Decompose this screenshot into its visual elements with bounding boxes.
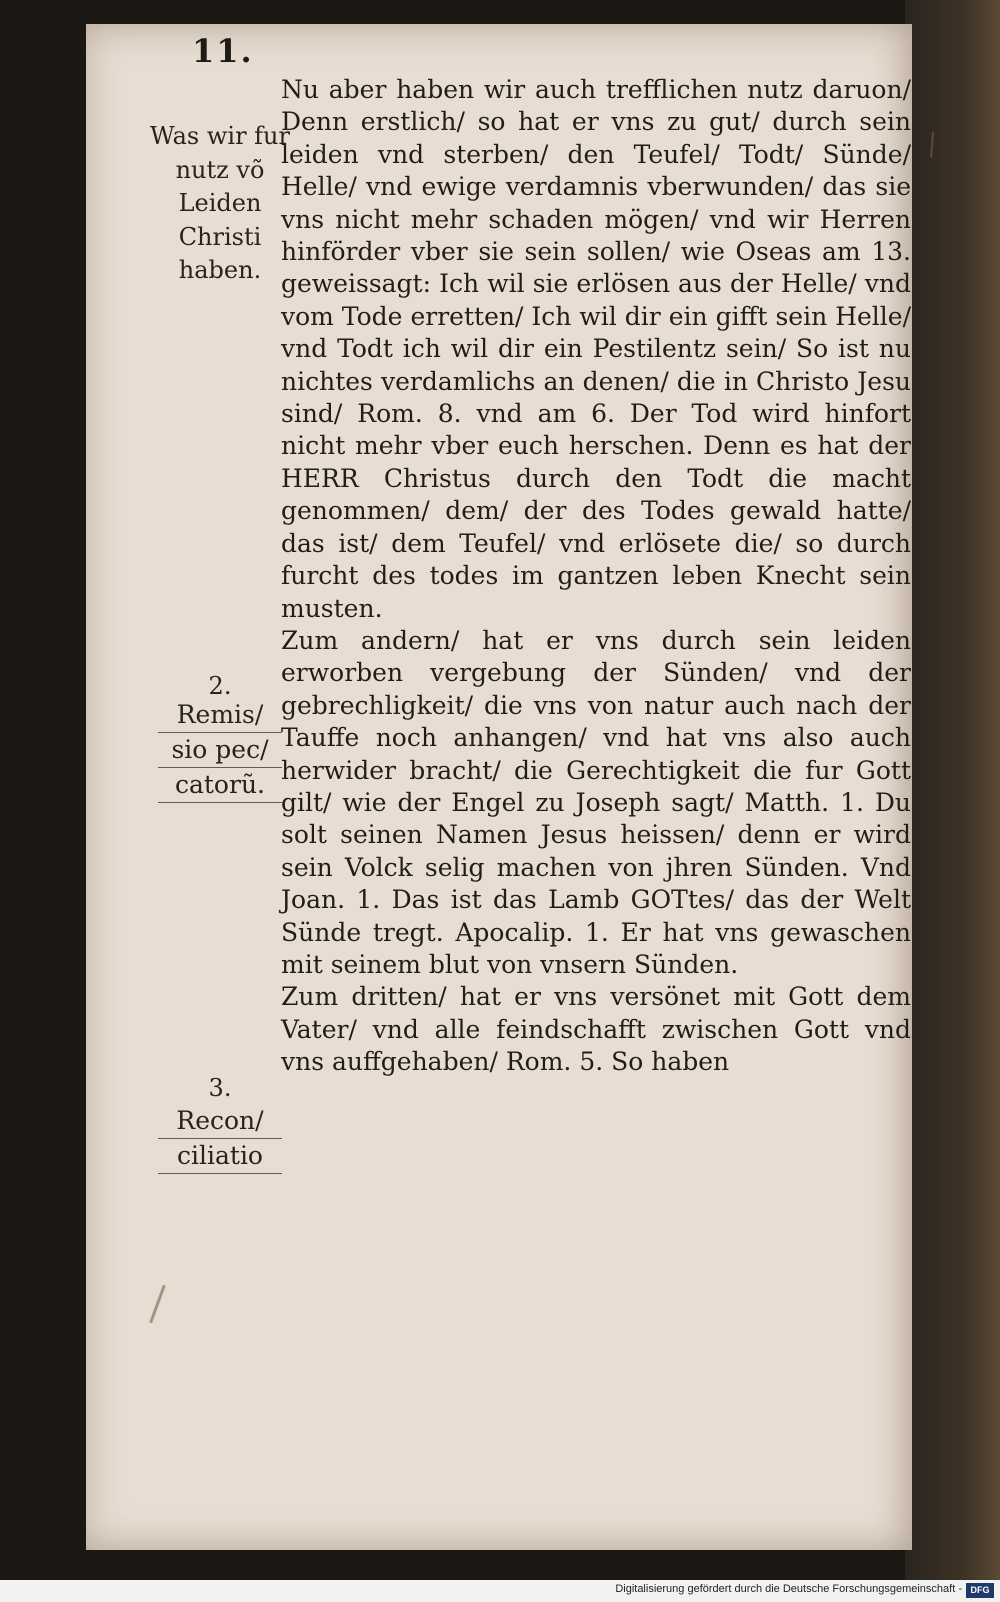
scan-background-right: [905, 0, 1000, 1580]
margin-note-2-line: catorũ.: [158, 768, 282, 803]
pen-mark: [149, 1285, 165, 1324]
paragraph-2: Zum andern/ hat er vns durch sein leiden erworben vergebung der Sünden/ vnd der gebrechligkeit/ die vns von natur auch nach der Tauffe noch anhangen/ vnd hat vns also auch herwider bracht/ die Gerechtigkeit die fur Gott gilt/ wie der Engel zu Joseph sagt/ Matth. 1. Du solt seinen Namen Jesus heissen/ denn er wird sein Volck selig machen von jhren Sünden. Vnd Joan. 1. Das ist das Lamb GOTtes/ das der Welt Sünde tregt. Apocalip. 1. Er hat vns gewaschen mit seinem blut von vnsern Sünden.: [281, 625, 911, 979]
margin-note-2-line: Remis/: [158, 698, 282, 733]
main-text-column: [281, 74, 911, 1079]
margin-note-2-line: sio pec/: [158, 733, 282, 768]
margin-note-1: Was wir fur nutz võ Leiden Christi haben.: [150, 122, 290, 284]
book-page: [86, 24, 912, 1550]
paragraph-1: Nu aber haben wir auch trefflichen nutz daruon/ Denn erstlich/ so hat er vns zu gut/ durch sein leiden vnd sterben/ den Teufel/ Todt/ Sünde/ Helle/ vnd ewige verdamnis vberwunden/ das sie vns nicht mehr schaden mögen/ vnd wir Herren hinförder vber sie sein sollen/ wie Oseas am 13. geweissagt: Ich wil sie erlösen aus der Helle/ vnd vom Tode erretten/ Ich wil dir ein gifft sein Helle/ vnd Todt ich wil dir ein Pestilentz sein/ So ist nu nichtes verdamlichs an denen/ die in Christo Jesu sind/ Rom. 8. vnd am 6. Der Tod wird hinfort nicht mehr vber euch herschen. Denn es hat der HERR Christus durch den Todt die macht genommen/ dem/ der des Todes gewald hatte/ das ist/ dem Teufel/ vnd erlösete die/ so durch furcht des todes im gantzen leben Knecht sein musten.: [281, 75, 911, 623]
page-number: 11.: [192, 32, 254, 70]
dfg-logo: DFG: [966, 1583, 994, 1598]
footer-bar: [0, 1580, 1000, 1602]
margin-note-3-line: Recon/: [158, 1104, 282, 1139]
margin-note-3-line: ciliatio: [158, 1139, 282, 1174]
margin-note-2: [150, 698, 290, 803]
margin-number-3: 3.: [208, 1074, 232, 1102]
margin-number-2: 2.: [208, 672, 232, 700]
paragraph-3: Zum dritten/ hat er vns versönet mit Gott dem Vater/ vnd alle feindschafft zwischen Gott vnd vns auffgehaben/ Rom. 5. So haben: [281, 982, 911, 1077]
footer-credit: Digitalisierung gefördert durch die Deutsche Forschungsgemeinschaft -: [615, 1583, 962, 1595]
margin-note-3: [150, 1104, 290, 1174]
